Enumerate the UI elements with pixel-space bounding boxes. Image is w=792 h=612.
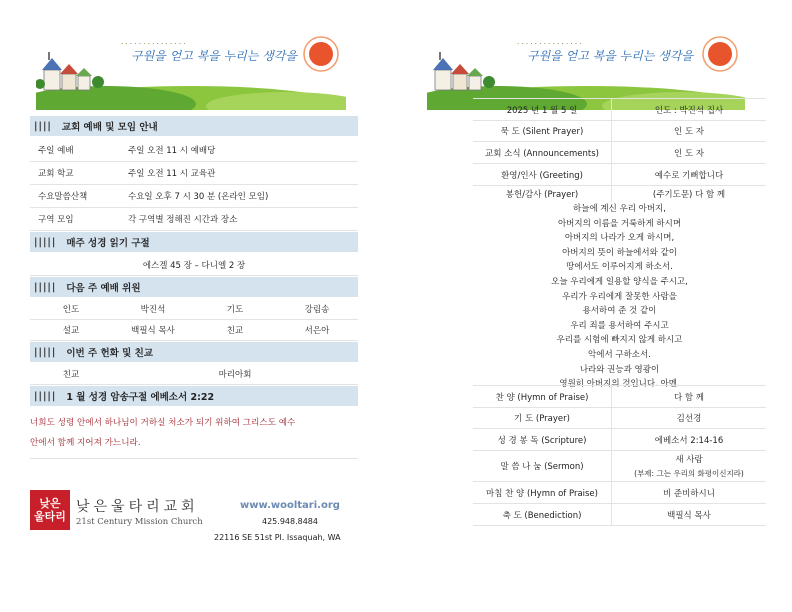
bible-reading-text: 에스겔 45 장 – 다니엘 2 장 <box>30 255 358 276</box>
schedule-row: 수요말씀산책 수요일 오후 7 시 30 분 (온라인 모임) <box>30 185 358 208</box>
program-row: 묵 도 (Silent Prayer) 인 도 자 <box>473 120 766 142</box>
program-row: 환영/인사 (Greeting) 예수로 기뻐합니다 <box>473 164 766 186</box>
section-title: 다음 주 예배 위원 <box>66 283 141 294</box>
section-next-week: ||||| 다음 주 예배 위원 <box>30 277 358 297</box>
program-row: 찬 양 (Hymn of Praise) 다 함 께 <box>473 385 766 408</box>
program-row: 교회 소식 (Announcements) 인 도 자 <box>473 142 766 164</box>
section-bible-reading: ||||| 매주 성경 읽기 구절 <box>30 232 358 252</box>
schedule-row: 교회 학교 주일 오전 11 시 교육관 <box>30 162 358 185</box>
schedule-row: 주일 예배 주일 오전 11 시 예배당 <box>30 139 358 162</box>
section-title: 교회 예배 및 모임 안내 <box>61 122 158 133</box>
program-row: 기 도 (Prayer) 김선경 <box>473 407 766 429</box>
roster-row: 설교 백필식 목사 친교 서은아 <box>30 320 358 341</box>
banner-text: 구원을 얻고 복을 누리는 생각을 <box>131 49 297 63</box>
roster-row: 인도 박진석 기도 강림송 <box>30 299 358 320</box>
program-row: 2025 년 1 월 5 일 인도 : 박진석 집사 <box>473 98 766 121</box>
section-title: 1 월 성경 암송구절 에베소서 2:22 <box>66 392 215 403</box>
banner-text: 구원을 얻고 복을 누리는 생각을 <box>527 49 693 63</box>
section-memory-verse: ||||| 1 월 성경 암송구절 에베소서 2:22 <box>30 386 358 406</box>
section-offering: ||||| 이번 주 헌화 및 친교 <box>30 342 358 362</box>
schedule-row: 구역 모임 각 구역별 정해진 시간과 장소 <box>30 208 358 231</box>
church-name: 낮은울타리교회 <box>76 499 199 515</box>
program-row: 말 씀 나 눔 (Sermon) 새 사람 (부제: 그는 우리의 화평이신지라) <box>473 451 766 482</box>
svg-text:. . . . . . . . . . . . . . .: . . . . . . . . . . . . . . . <box>121 38 186 46</box>
header-banner-left <box>36 30 346 110</box>
program-row: 성 경 봉 독 (Scripture) 에베소서 2:14-16 <box>473 429 766 451</box>
church-english-name: 21st Century Mission Church <box>76 517 203 527</box>
address: 22116 SE 51st Pl. Issaquah, WA <box>214 533 341 542</box>
svg-text:. . . . . . . . . . . . . . .: . . . . . . . . . . . . . . . <box>517 38 582 46</box>
fellowship-row: 친교 마리아회 <box>30 364 358 385</box>
memory-verse-text: 너희도 성령 안에서 하나님이 거하실 처소가 되기 위하여 그리스도 예수 안에서 함께 지어져 가느니라. <box>30 418 296 448</box>
section-worship-info: |||| 교회 예배 및 모임 안내 <box>30 116 358 136</box>
program-row: 봉헌/감사 (Prayer) (주기도문) 다 함 께 <box>473 186 766 202</box>
divider <box>30 458 358 459</box>
section-title: 이번 주 헌화 및 친교 <box>66 348 154 359</box>
website-link[interactable]: www.wooltari.org <box>240 500 340 511</box>
lords-prayer: 하늘에 계신 우리 아버지, 아버지의 이름을 거룩하게 하시며 아버지의 나라가 오게 하시며, 아버지의 뜻이 하늘에서와 같이 땅에서도 이루어지게 하소서. 오늘 우리에게 일용할 양식을 주시고, 우리가 우리에게 잘못한 사람을 용서하여 준 것 같이 우리 죄를 용서하여 주시고 우리를 시험에 빠지지 않게 하시고 악에서 구하소서. 나라와 권능과 영광이 영원히 아버지의 것입니다. 아멘. <box>551 204 688 390</box>
program-row: 축 도 (Benediction) 백필식 목사 <box>473 504 766 526</box>
phone-number: 425.948.8484 <box>262 517 318 526</box>
section-title: 매주 성경 읽기 구절 <box>66 238 150 249</box>
village-illustration <box>36 30 346 110</box>
program-row: 마침 찬 양 (Hymn of Praise) 비 준비하시니 <box>473 482 766 504</box>
church-logo: 낮은 울타리 <box>30 490 70 530</box>
